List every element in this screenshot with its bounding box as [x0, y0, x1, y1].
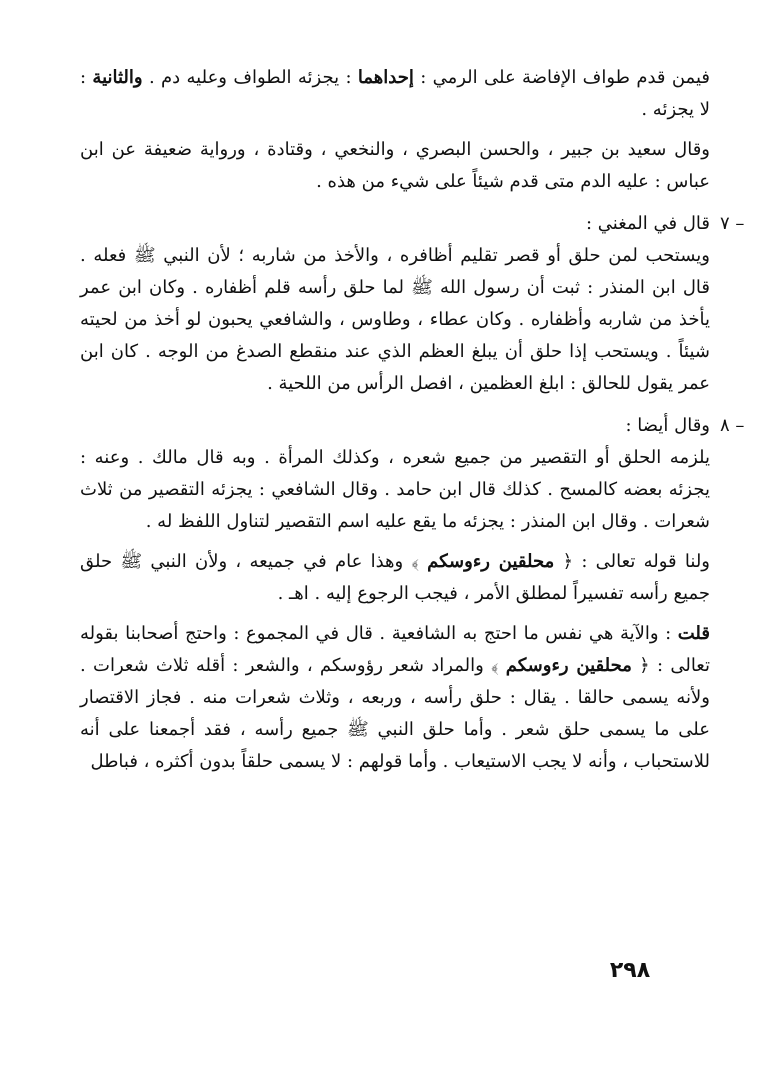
item-7-body: ويستحب لمن حلق أو قصر تقليم أظافره ، والأخذ من شاربه ؛ لأن النبي ﷺ فعله . قال ابن المنذر : ثبت أن رسول الله ﷺ لما حلق رأسه قلم أظفاره . وكان ابن عمر يأخذ من شاربه وأظفاره . وكان عطاء ، وطاوس ، والشافعي يحبون لو أخذ من لحيته شيئاً . ويستحب إذا حلق أن يبلغ العظم الذي عند منقطع الصدغ من الوجه . كان ابن عمر يقول للحالق : ابلغ العظمين ، افصل الرأس من اللحية .: [80, 245, 710, 394]
item-8-body-2: [80, 546, 710, 610]
item-8-body-1: يلزمه الحلق أو التقصير من جميع شعره ، وكذلك المرأة . وبه قال مالك . وعنه : يجزئه بعضه كالمسح . كذلك قال ابن حامد . وقال الشافعي : يجزئه التقصير من ثلاث شعرات . وقال ابن المنذر : يجزئه ما يقع عليه اسم التقصير لتناول اللفظ له .: [80, 447, 710, 532]
text-run: : والآية هي نفس ما احتج به الشافعية . قال في المجموع : واحتج أصحابنا بقوله تعالى : ﴿: [80, 623, 710, 676]
item-8-title: وقال أيضا :: [625, 415, 710, 436]
page-number: ٢٩٨: [609, 958, 651, 983]
item-7-title: قال في المغني :: [585, 213, 710, 234]
text-run: ﴾ والمراد شعر رؤوسكم ، والشعر : أقله ثلاث شعرات . ولأنه يسمى حالقا . يقال : حلق رأسه ، وربعه ، وثلاث شعرات منه . فجاز الاقتصار على ما يسمى حلق شعر . وأما حلق النبي ﷺ جميع رأسه ، فقد أجمعنا على أنه للاستحباب ، وأنه لا يجب الاستيعاب . وأما قولهم : لا يسمى حلقاً بدون أكثره ، فباطل: [80, 655, 710, 772]
bold-run: والثانية: [92, 67, 143, 88]
bold-run: قلت: [677, 623, 710, 644]
text-run: فيمن قدم طواف الإفاضة على الرمي :: [413, 67, 711, 88]
item-8-heading: [80, 410, 745, 442]
paragraph-1: [80, 62, 710, 126]
paragraph-2: وقال سعيد بن جبير ، والحسن البصري ، والنخعي ، وقتادة ، ورواية ضعيفة عن ابن عباس : عليه الدم متى قدم شيئاً على شيء من هذه .: [80, 139, 710, 192]
text-run: ﴾ وهذا عام في جميعه ، ولأن النبي ﷺ حلق جميع رأسه تفسيراً لمطلق الأمر ، فيجب الرجوع إليه . اهـ .: [80, 551, 710, 604]
text-run: : لا يجزئه .: [80, 67, 710, 120]
item-7-number: ٧ –: [720, 213, 745, 234]
qult-paragraph: [80, 618, 710, 778]
item-8-number: ٨ –: [720, 415, 745, 436]
quran-quote: محلقين رءوسكم: [427, 551, 555, 572]
bold-run: إحداهما: [357, 67, 414, 88]
item-7-heading: [80, 208, 745, 240]
text-run: : يجزئه الطواف وعليه دم .: [142, 67, 358, 88]
quran-quote: محلقين رءوسكم: [505, 655, 632, 676]
page-body: [80, 62, 745, 778]
text-run: ولنا قوله تعالى : ﴿: [554, 551, 710, 572]
